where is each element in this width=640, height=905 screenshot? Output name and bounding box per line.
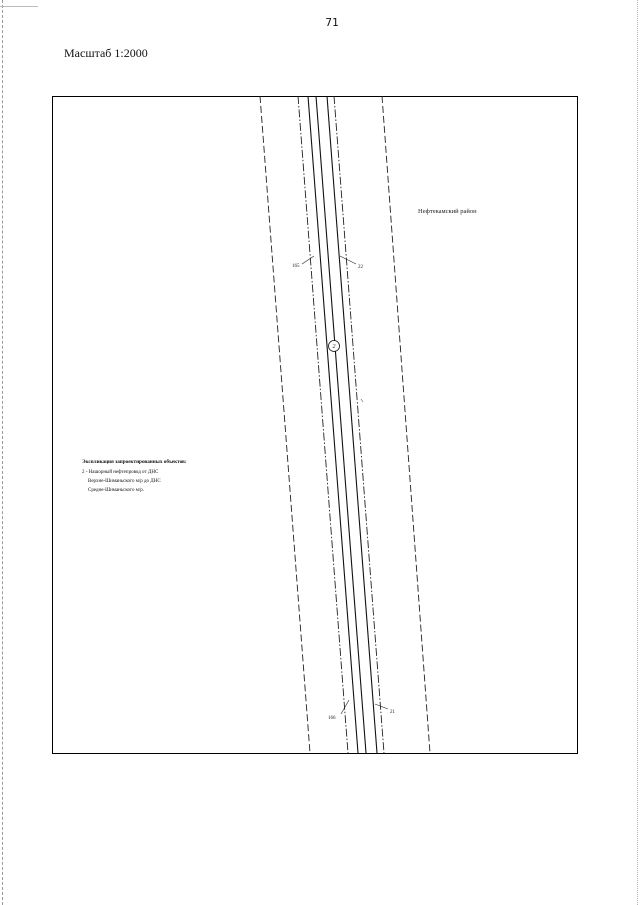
page-number: 71 — [325, 16, 339, 29]
left-scan-edge — [2, 0, 3, 905]
legend — [82, 458, 187, 495]
leader-165 — [302, 256, 314, 264]
pipeline-line-1 — [308, 96, 358, 753]
scale-label: Масштаб 1:2000 — [64, 46, 148, 60]
map-frame — [52, 96, 578, 754]
top-scan-mark — [0, 6, 38, 7]
legend-title: Экспликация запроектированных объектов: — [82, 459, 187, 465]
boundary-left-outer — [260, 96, 310, 753]
point-label-21: 21 — [390, 710, 395, 715]
pipeline-line-2 — [316, 96, 366, 753]
pipeline-line-3 — [327, 96, 377, 753]
point-label-22: 22 — [358, 265, 363, 270]
boundary-right-outer — [382, 96, 430, 753]
legend-line-3: Средне-Шиманьского м/р. — [88, 488, 144, 493]
point-label-165: 165 — [292, 264, 300, 269]
object-marker-number: 2 — [332, 344, 336, 351]
legend-line-2: Верхне-Шиманьского м/р до ДНС — [88, 479, 161, 484]
leader-22 — [340, 256, 356, 264]
right-scan-edge — [637, 0, 638, 905]
point-label-166: 166 — [328, 716, 336, 721]
legend-line-1: 2 - Нашорный нефтепровод от ДНС — [82, 470, 159, 475]
minor-tick — [361, 399, 363, 402]
leader-21 — [375, 704, 388, 709]
region-label: Нефтекамский район — [418, 208, 477, 215]
map-drawing — [52, 96, 578, 754]
